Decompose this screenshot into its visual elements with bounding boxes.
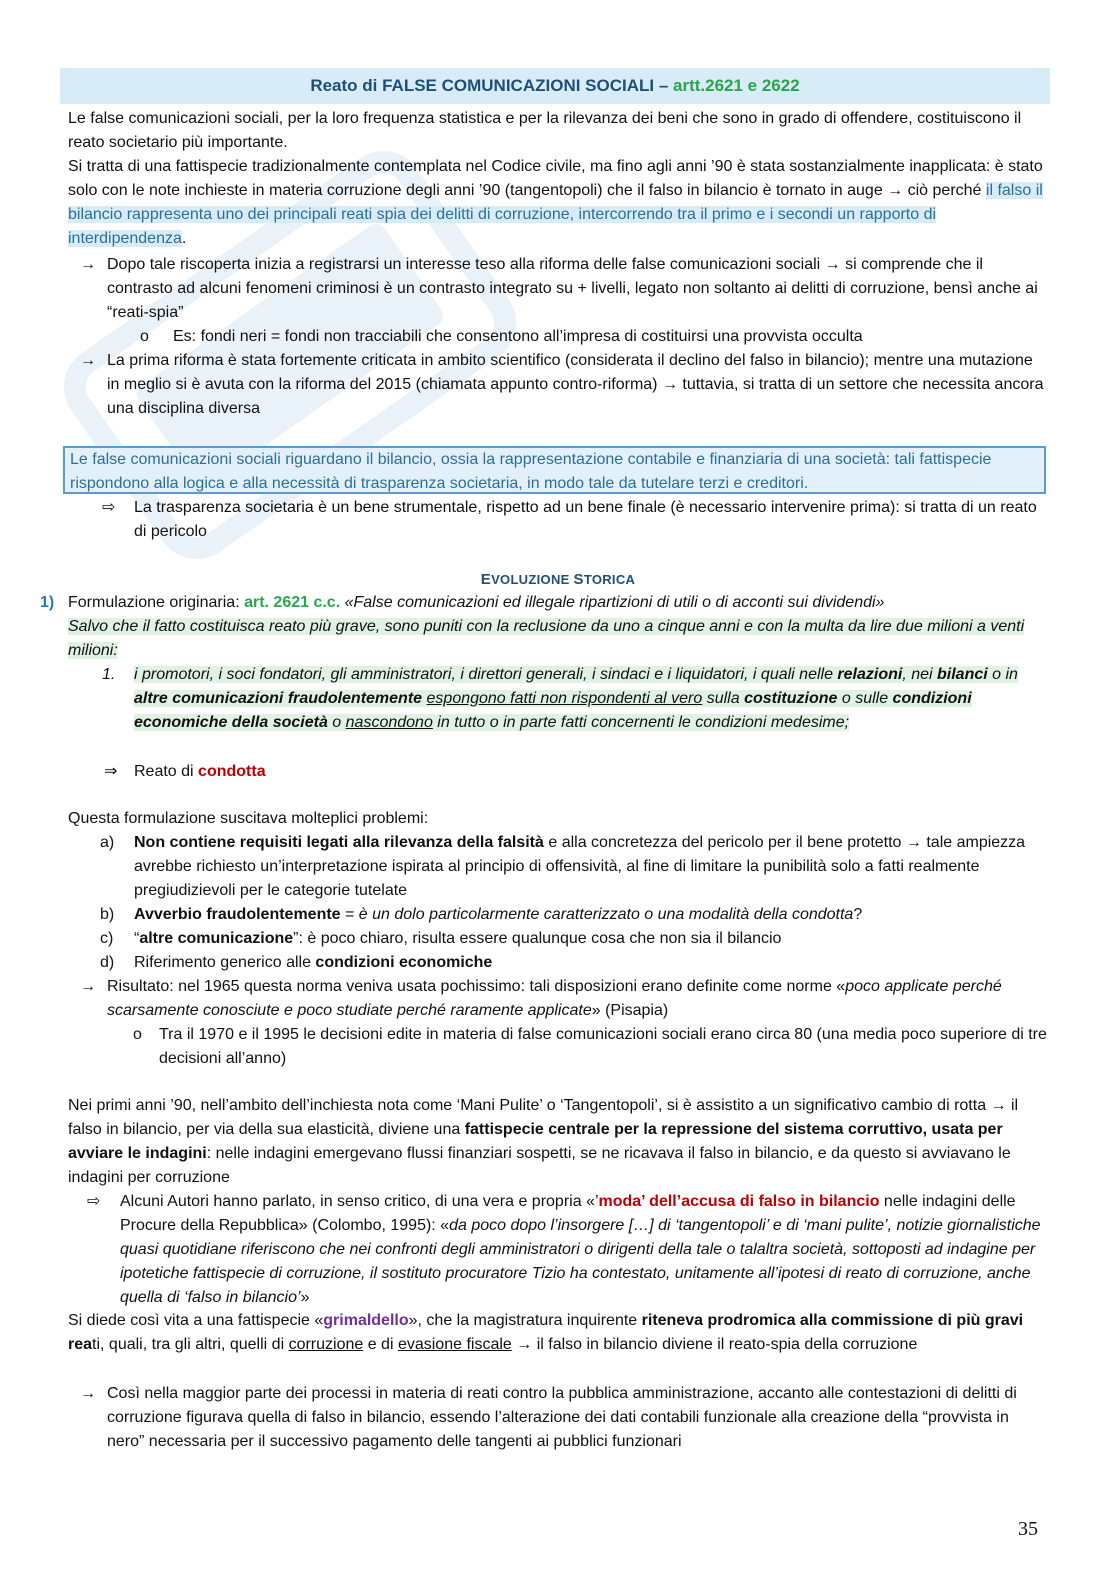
grimaldello-paragraph: Si diede così vita a una fattispecie «grimaldello», che la magistratura inquirente riteneva prodromica alla commissione di più gravi reati, quali, tra gli altri, quelli di corruzione e di evasione fiscale → il falso in bilancio diviene il reato-spia della corruzione [68,1312,1024,1353]
problem-d: d) Riferimento generico alle condizioni economiche [100,954,493,971]
page-number: 35 [1018,1518,1038,1540]
problem-a: a) Non contiene requisiti legati alla rilevanza della falsità e alla concretezza del pericolo per il bene protetto → tale ampiezza avrebbe richiesto un’interpretazione ispirata al principio di offensività, al fine di limitare la punibilità solo a fatti realmente pregiudizievoli per le categorie tutelate [100,834,1026,899]
arrow-icon: → [80,256,96,273]
bullet-riscoperta: → Dopo tale riscoperta inizia a registrarsi un interesse teso alla riforma delle false comunicazioni sociali → si comprende che il contrasto ad alcuni fenomeni criminosi è un contrasto integrato su + livelli, legato non soltanto ai delitti di corruzione, bensì anche ai “reati-spia” [80,253,1048,325]
evoluzione-item-1: 1) Formulazione originaria: art. 2621 c.c. «False comunicazioni ed illegale ripartizioni di utili o di acconti sui dividendi» [40,594,885,611]
bullet-prima-riforma: → La prima riforma è stata fortemente criticata in ambito scientifico (considerata il declino del falso in bilancio); mentre una mutazione in meglio si è avuta con la riforma del 2015 (chiamata appunto contro-riforma) → tuttavia, si tratta di un settore che necessita ancora una disciplina diversa [80,349,1048,421]
problem-b: b) Avverbio fraudolentemente = è un dolo particolarmente caratterizzato o una modalità della condotta? [100,906,863,923]
circle-bullet-icon: o [133,1026,142,1043]
problem-c: c) “altre comunicazione”: è poco chiaro, risulta essere qualunque cosa che non sia il bilancio [100,930,782,947]
sub-bullet-fondi-neri: o Es: fondi neri = fondi non tracciabili che consentono all’impresa di costituirsi una provvista occulta [140,325,1048,349]
article-reference: art. 2621 c.c. [244,594,341,611]
hollow-arrow-icon: ⇨ [87,1193,101,1210]
sub-bullet-decisioni: o Tra il 1970 e il 1995 le decisioni edite in materia di false comunicazioni sociali erano circa 80 (una media poco superiore di tre decisioni all’anno) [133,1023,1048,1071]
bullet-risultato: → Risultato: nel 1965 questa norma veniva usata pochissimo: tali disposizioni erano definite come norme «poco applicate perché scarsamente conosciute e poco studiate perché raramente applicate» (Pisapia) [80,975,1048,1023]
title-main: Reato di FALSE COMUNICAZIONI SOCIALI – [310,76,674,95]
intro-paragraph-2: Si tratta di una fattispecie tradizionalmente contemplata nel Codice civile, ma fino agli anni ’90 è stata sostanzialmente inapplicata: è stato solo con le note inchieste in materia corruzione degli anni ’90 (tangentopoli) che il falso in bilancio è tornato in auge → ciò perché il falso il bilancio rappresenta uno dei principali reati spia dei delitti di corruzione, intercorrendo tra il primo e i secondi un rapporto di interdipendenza. [68,158,1043,247]
reato-di-condotta: ⇒ Reato di condotta [104,760,1048,784]
page-title [60,68,1050,104]
definition-box: Le false comunicazioni sociali riguardano il bilancio, ossia la rappresentazione contabile e finanziaria di una società: tali fattispecie rispondono alla logica e alla necessità di trasparenza societaria, in modo tale da tutelare terzi e creditori. [63,446,1046,494]
arrow-icon: → [80,1385,96,1402]
arrow-icon: → [80,352,96,369]
title-articles: artt.2621 e 2622 [673,76,800,95]
intro-paragraph-1: Le false comunicazioni sociali, per la loro frequenza statistica e per la rilevanza dei beni che sono in grado di offendere, costituiscono il reato societario più importante. [68,110,1022,151]
circle-bullet-icon: o [140,328,149,345]
highlight-reati-spia: il falso il bilancio rappresenta uno dei principali reati spia dei delitti di corruzione, intercorrendo tra il primo e i secondi un rapporto di interdipendenza [68,182,1043,247]
arrow-icon: → [80,978,96,995]
bullet-trasparenza: ⇨ La trasparenza societaria è un bene strumentale, rispetto ad un bene finale (è necessario intervenire prima): si tratta di un reato di pericolo [102,496,1048,544]
hollow-arrow-icon: ⇨ [102,499,116,516]
norm-item-1: 1. i promotori, i soci fondatori, gli amministratori, i direttori generali, i sindaci e i liquidatori, i quali nelle relazioni, nei bilanci o in altre comunicazioni fraudolentemente espongono fatti non rispondenti al vero sulla costituzione o sulle condizioni economiche della società o nascondono in tutto o in parte fatti concernenti le condizioni medesime; [102,666,1018,731]
salvo-paragraph: Salvo che il fatto costituisca reato più grave, sono puniti con la reclusione da uno a cinque anni e con la multa da lire due milioni a venti milioni: [68,618,1025,659]
problemi-intro: Questa formulazione suscitava molteplici problemi: [68,810,429,827]
section-heading-evoluzione-storica: EVOLUZIONE STORICA [480,571,636,588]
bullet-processi: → Così nella maggior parte dei processi in materia di reati contro la pubblica amministrazione, accanto alle contestazioni di delitti di corruzione figurava quella di falso in bilancio, essendo l’alterazione dei dati contabili funzionale alla creazione della “provvista in nero” necessaria per il successivo pagamento delle tangenti ai pubblici funzionari [80,1382,1048,1454]
double-arrow-icon: ⇒ [104,763,118,780]
bullet-moda: ⇨ Alcuni Autori hanno parlato, in senso critico, di una vera e propria «’moda’ dell’accusa di falso in bilancio nelle indagini delle Procure della Repubblica» (Colombo, 1995): «da poco dopo l’insorgere […] di ‘tangentopoli’ e di ‘mani pulite’, notizie giornalistiche quasi quotidiane riferiscono che nei confronti degli amministratori o dirigenti della tale o talaltra società, sottoposti ad indagine per ipotetiche fattispecie di corruzione, il sostituto procuratore Tizio ha contestato, unitamente all’ipotesi di reato di corruzione, anche quella di ‘falso in bilancio’» [87,1190,1048,1310]
mani-pulite-paragraph: Nei primi anni ’90, nell’ambito dell’inchiesta nota come ‘Mani Pulite’ o ‘Tangentopoli’, si è assistito a un significativo cambio di rotta → il falso in bilancio, per via della sua elasticità, diviene una fattispecie centrale per la repressione del sistema corruttivo, usata per avviare le indagini: nelle indagini emergevano flussi finanziari sospetti, se ne ricavava il falso in bilancio, e da questo si avviavano le indagini per corruzione [68,1097,1019,1186]
